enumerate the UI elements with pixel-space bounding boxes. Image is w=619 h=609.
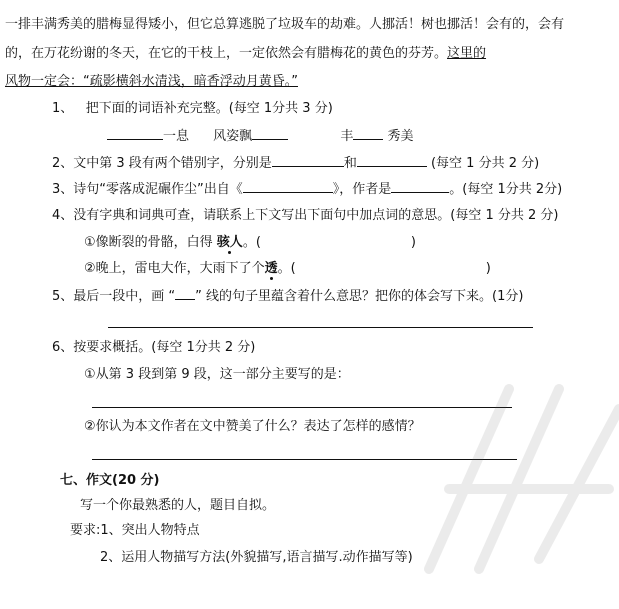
question-3: 3、诗句“零落成泥碾作尘”出自《 》，作者是 。(每空 1分共 2分) [52,182,563,197]
question-4-sentence-1: ①像断裂的骨骼，白得 骇人。( ) [84,235,416,250]
question-6: 6、按要求概括。(每空 1分共 2 分) [52,340,256,355]
underlined-sentence: 这里的 [447,46,487,61]
essay-requirement-1: 要求:1、突出人物特点 [70,523,200,538]
answer-blank[interactable] [391,180,449,193]
question-6-item-1: ①从第 3 段到第 9 段，这一部分主要写的是： [84,367,350,382]
answer-blank[interactable] [272,154,344,167]
watermark-icon [389,349,619,609]
answer-blank[interactable] [107,127,163,140]
passage-line-3 [5,73,298,91]
answer-blank[interactable] [243,180,333,193]
underline-sample [175,287,195,300]
essay-title: 七、作文(20 分) [60,473,160,488]
passage-line-1: 一排丰满秀美的腊梅显得矮小，但它总算逃脱了垃圾车的劫难。人挪活！树也挪活！会有的，会有 [5,17,565,32]
question-4-sentence-2: ②晚上，雷电大作，大雨下了个透。( ) [84,261,491,276]
question-1: 1、 把下面的词语补充完整。(每空 1分共 3 分) [52,101,333,116]
essay-prompt: 写一个你最熟悉的人，题目自拟。 [80,498,276,513]
answer-blank[interactable] [357,154,427,167]
answer-blank[interactable] [252,127,288,140]
question-6-item-2: ②你认为本文作者在文中赞美了什么？表达了怎样的感情？ [84,419,421,434]
question-2: 2、文中第 3 段有两个错别字，分别是 和 (每空 1 分共 2 分) [52,156,540,171]
answer-line[interactable] [108,327,533,328]
underlined-sentence: 风物一定会：“疏影横斜水清浅，暗香浮动月黄昏。” [5,74,298,89]
answer-blank[interactable] [353,127,383,140]
passage-line-2: 的，在万花纷谢的冬天，在它的干枝上，一定依然会有腊梅花的黄色的芬芳。这里的 [5,46,487,61]
question-1-blanks: 一息 风姿飘 丰 秀美 [107,127,413,146]
question-5: 5、最后一段中，画 “ ” 线的句子里蕴含着什么意思？把你的体会写下来。(1分) [52,289,524,304]
essay-requirement-2: 2、运用人物描写方法(外貌描写,语言描写.动作描写等) [100,550,413,565]
question-4: 4、没有字典和词典可查，请联系上下文写出下面句中加点词的意思。(每空 1 分共 2 分) [52,208,559,223]
